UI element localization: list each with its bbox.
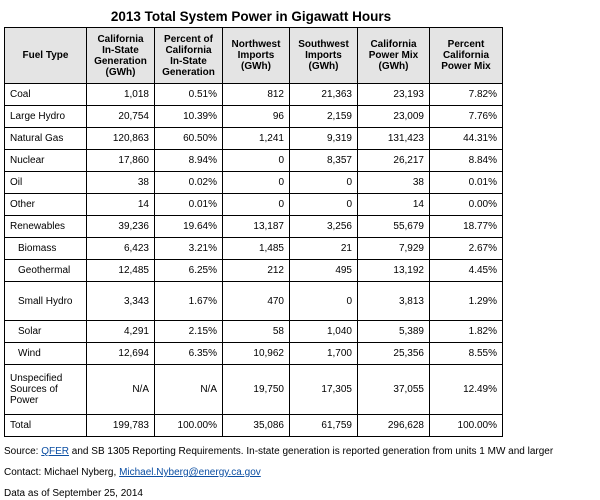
cell-percent-instate: 8.94% [155, 150, 223, 172]
cell-northwest: 0 [223, 150, 290, 172]
table-row-unspecified [5, 365, 503, 415]
contact-email-link[interactable]: Michael.Nyberg@energy.ca.gov [119, 467, 261, 478]
row-label: Coal [5, 84, 87, 106]
cell-instate: 199,783 [87, 415, 155, 437]
cell-percent-mix: 8.55% [430, 343, 503, 365]
cell-percent-instate: 10.39% [155, 106, 223, 128]
row-label: Oil [5, 172, 87, 194]
cell-northwest: 212 [223, 260, 290, 282]
row-label: Wind [5, 343, 87, 365]
cell-northwest: 0 [223, 172, 290, 194]
cell-northwest: 58 [223, 321, 290, 343]
cell-power-mix: 14 [358, 194, 430, 216]
table-title: 2013 Total System Power in Gigawatt Hours [110, 9, 392, 24]
cell-northwest: 35,086 [223, 415, 290, 437]
row-label: Natural Gas [5, 128, 87, 150]
cell-power-mix: 26,217 [358, 150, 430, 172]
cell-southwest: 8,357 [290, 150, 358, 172]
cell-northwest: 96 [223, 106, 290, 128]
cell-percent-instate: 1.67% [155, 282, 223, 321]
cell-southwest: 3,256 [290, 216, 358, 238]
cell-power-mix: 37,055 [358, 365, 430, 415]
cell-percent-instate: 3.21% [155, 238, 223, 260]
cell-instate: 38 [87, 172, 155, 194]
row-label: Biomass [5, 238, 87, 260]
row-label: Renewables [5, 216, 87, 238]
cell-instate: 6,423 [87, 238, 155, 260]
table-row-geothermal [5, 260, 503, 282]
cell-percent-mix: 100.00% [430, 415, 503, 437]
cell-southwest: 0 [290, 172, 358, 194]
col-header-power-mix: California Power Mix (GWh) [358, 28, 430, 84]
cell-power-mix: 23,009 [358, 106, 430, 128]
cell-power-mix: 7,929 [358, 238, 430, 260]
cell-power-mix: 5,389 [358, 321, 430, 343]
col-header-instate-generation: California In-State Generation (GWh) [87, 28, 155, 84]
row-label: Unspecified Sources of Power [5, 365, 87, 415]
cell-northwest: 812 [223, 84, 290, 106]
cell-power-mix: 38 [358, 172, 430, 194]
cell-percent-instate: 6.35% [155, 343, 223, 365]
cell-northwest: 1,485 [223, 238, 290, 260]
col-header-northwest-imports: Northwest Imports (GWh) [223, 28, 290, 84]
cell-instate: 39,236 [87, 216, 155, 238]
cell-northwest: 10,962 [223, 343, 290, 365]
cell-southwest: 61,759 [290, 415, 358, 437]
cell-instate: 3,343 [87, 282, 155, 321]
cell-instate: 120,863 [87, 128, 155, 150]
table-row-solar [5, 321, 503, 343]
table-header-row [5, 28, 503, 84]
table-row-other [5, 194, 503, 216]
table-row-wind [5, 343, 503, 365]
cell-southwest: 1,040 [290, 321, 358, 343]
cell-instate: 12,694 [87, 343, 155, 365]
cell-instate: N/A [87, 365, 155, 415]
cell-percent-mix: 0.00% [430, 194, 503, 216]
row-label: Large Hydro [5, 106, 87, 128]
cell-percent-instate: 0.51% [155, 84, 223, 106]
cell-southwest: 0 [290, 194, 358, 216]
row-label: Small Hydro [5, 282, 87, 321]
cell-northwest: 0 [223, 194, 290, 216]
cell-percent-instate: 60.50% [155, 128, 223, 150]
cell-percent-mix: 2.67% [430, 238, 503, 260]
cell-percent-mix: 7.76% [430, 106, 503, 128]
cell-southwest: 9,319 [290, 128, 358, 150]
cell-power-mix: 55,679 [358, 216, 430, 238]
row-label: Geothermal [5, 260, 87, 282]
cell-southwest: 17,305 [290, 365, 358, 415]
contact-note [4, 467, 261, 478]
cell-percent-instate: 0.01% [155, 194, 223, 216]
cell-power-mix: 296,628 [358, 415, 430, 437]
cell-southwest: 2,159 [290, 106, 358, 128]
cell-power-mix: 23,193 [358, 84, 430, 106]
cell-instate: 1,018 [87, 84, 155, 106]
cell-northwest: 470 [223, 282, 290, 321]
col-header-southwest-imports: Southwest Imports (GWh) [290, 28, 358, 84]
cell-southwest: 21,363 [290, 84, 358, 106]
cell-northwest: 1,241 [223, 128, 290, 150]
cell-instate: 20,754 [87, 106, 155, 128]
table-row-small-hydro [5, 282, 503, 321]
data-date: Data as of September 25, 2014 [4, 488, 143, 499]
cell-power-mix: 13,192 [358, 260, 430, 282]
cell-percent-mix: 1.29% [430, 282, 503, 321]
cell-percent-mix: 12.49% [430, 365, 503, 415]
source-text: and SB 1305 Reporting Requirements. In-state generation is reported generation from units 1 MW and larger [69, 446, 554, 457]
cell-southwest: 495 [290, 260, 358, 282]
cell-northwest: 19,750 [223, 365, 290, 415]
cell-instate: 12,485 [87, 260, 155, 282]
cell-percent-mix: 18.77% [430, 216, 503, 238]
table-row-total [5, 415, 503, 437]
cell-power-mix: 131,423 [358, 128, 430, 150]
row-label: Solar [5, 321, 87, 343]
source-prefix: Source: [4, 446, 42, 457]
cell-percent-mix: 4.45% [430, 260, 503, 282]
row-label: Nuclear [5, 150, 87, 172]
cell-instate: 14 [87, 194, 155, 216]
table-row-coal [5, 84, 503, 106]
row-label: Total [5, 415, 87, 437]
cell-southwest: 0 [290, 282, 358, 321]
cell-southwest: 21 [290, 238, 358, 260]
cell-power-mix: 3,813 [358, 282, 430, 321]
cell-percent-instate: 0.02% [155, 172, 223, 194]
cell-percent-mix: 7.82% [430, 84, 503, 106]
cell-percent-mix: 0.01% [430, 172, 503, 194]
cell-percent-mix: 8.84% [430, 150, 503, 172]
cell-power-mix: 25,356 [358, 343, 430, 365]
cell-instate: 4,291 [87, 321, 155, 343]
table-row-oil [5, 172, 503, 194]
contact-prefix: Contact: Michael Nyberg, [4, 467, 120, 478]
cell-northwest: 13,187 [223, 216, 290, 238]
col-header-percent-instate: Percent of California In-State Generation [155, 28, 223, 84]
source-note [4, 446, 553, 457]
col-header-fuel-type: Fuel Type [5, 28, 87, 84]
cell-percent-instate: 2.15% [155, 321, 223, 343]
cell-instate: 17,860 [87, 150, 155, 172]
table-row-nuclear [5, 150, 503, 172]
cell-percent-instate: N/A [155, 365, 223, 415]
table-row-natural-gas [5, 128, 503, 150]
cell-percent-instate: 19.64% [155, 216, 223, 238]
table-row-biomass [5, 238, 503, 260]
cell-percent-mix: 44.31% [430, 128, 503, 150]
cell-percent-instate: 6.25% [155, 260, 223, 282]
power-table [4, 27, 503, 437]
row-label: Other [5, 194, 87, 216]
table-row-renewables [5, 216, 503, 238]
table-row-large-hydro [5, 106, 503, 128]
qfer-link[interactable]: QFER [41, 446, 70, 457]
cell-southwest: 1,700 [290, 343, 358, 365]
col-header-percent-power-mix: Percent California Power Mix [430, 28, 503, 84]
cell-percent-instate: 100.00% [155, 415, 223, 437]
cell-percent-mix: 1.82% [430, 321, 503, 343]
